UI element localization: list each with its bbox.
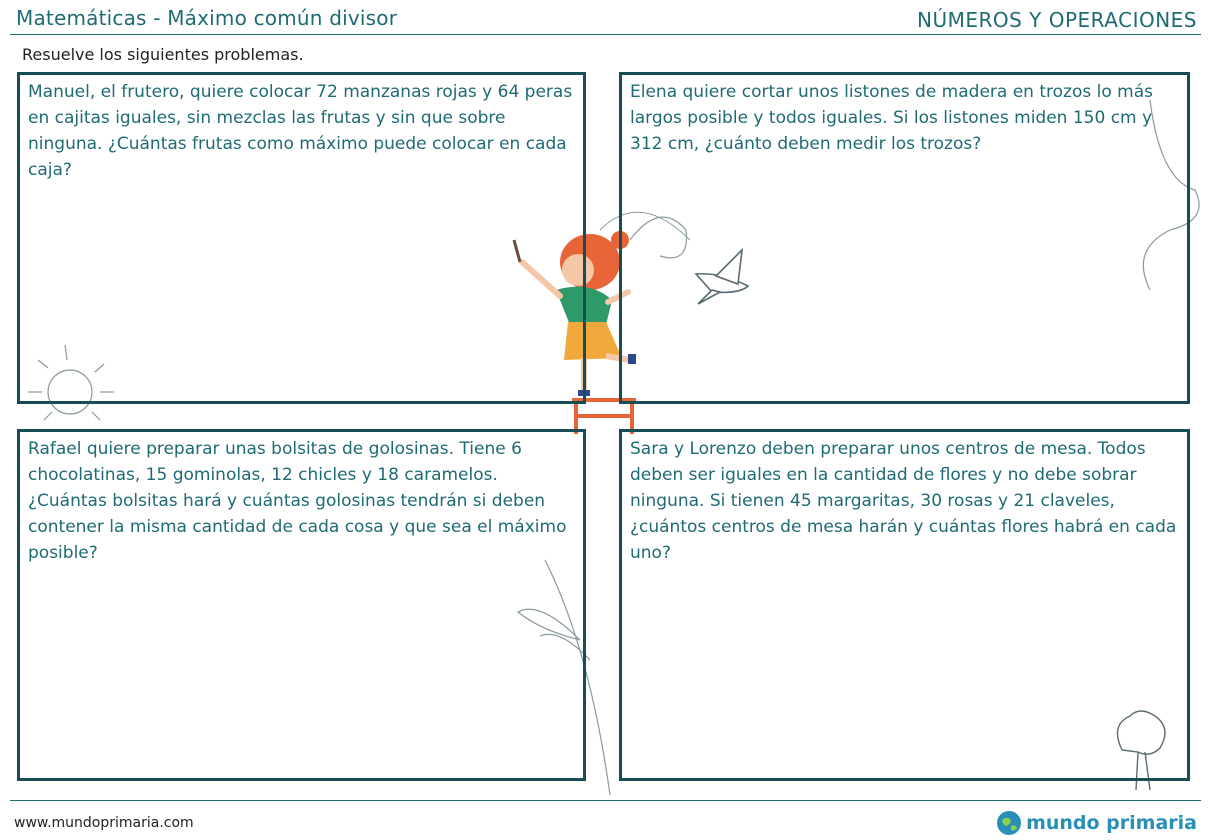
worksheet-category: NÚMEROS Y OPERACIONES bbox=[916, 8, 1197, 32]
footer-brand[interactable] bbox=[996, 810, 1197, 836]
footer-url[interactable]: www.mundoprimaria.com bbox=[14, 815, 194, 831]
problem-text-1: Manuel, el frutero, quiere colocar 72 manzanas rojas y 64 peras en cajitas iguales, sin mezclas las frutas y sin que sobre ninguna. ¿Cuántas frutas como máximo puede colocar en cada caja? bbox=[28, 82, 573, 180]
footer-divider bbox=[10, 800, 1201, 801]
worksheet-title: Matemáticas - Máximo común divisor bbox=[16, 6, 398, 30]
problem-box-4[interactable] bbox=[619, 429, 1190, 781]
problem-box-3[interactable] bbox=[17, 429, 586, 781]
problem-text-4: Sara y Lorenzo deben preparar unos centros de mesa. Todos deben ser iguales en la cantidad de flores y no debe sobrar ninguna. Si tienen 45 margaritas, 30 rosas y 21 claveles, ¿cuántos centros de mesa harán y cuántas flores habrá en cada uno? bbox=[630, 439, 1177, 563]
globe-logo-icon bbox=[996, 810, 1022, 836]
problem-text-2: Elena quiere cortar unos listones de madera en trozos lo más largos posible y todos iguales. Si los listones miden 150 cm y 312 cm, ¿cuánto deben medir los trozos? bbox=[630, 82, 1153, 154]
problem-text-3: Rafael quiere preparar unas bolsitas de golosinas. Tiene 6 chocolatinas, 15 gominolas, 12 chicles y 18 caramelos. ¿Cuántas bolsitas hará y cuántas golosinas tendrán si deben contener la misma cantidad de cada cosa y que sea el máximo posible? bbox=[28, 439, 567, 563]
header-divider bbox=[10, 34, 1201, 35]
problem-box-2[interactable] bbox=[619, 72, 1190, 404]
problem-box-1[interactable] bbox=[17, 72, 586, 404]
instructions: Resuelve los siguientes problemas. bbox=[22, 45, 304, 64]
brand-name: mundo primaria bbox=[1026, 812, 1197, 834]
